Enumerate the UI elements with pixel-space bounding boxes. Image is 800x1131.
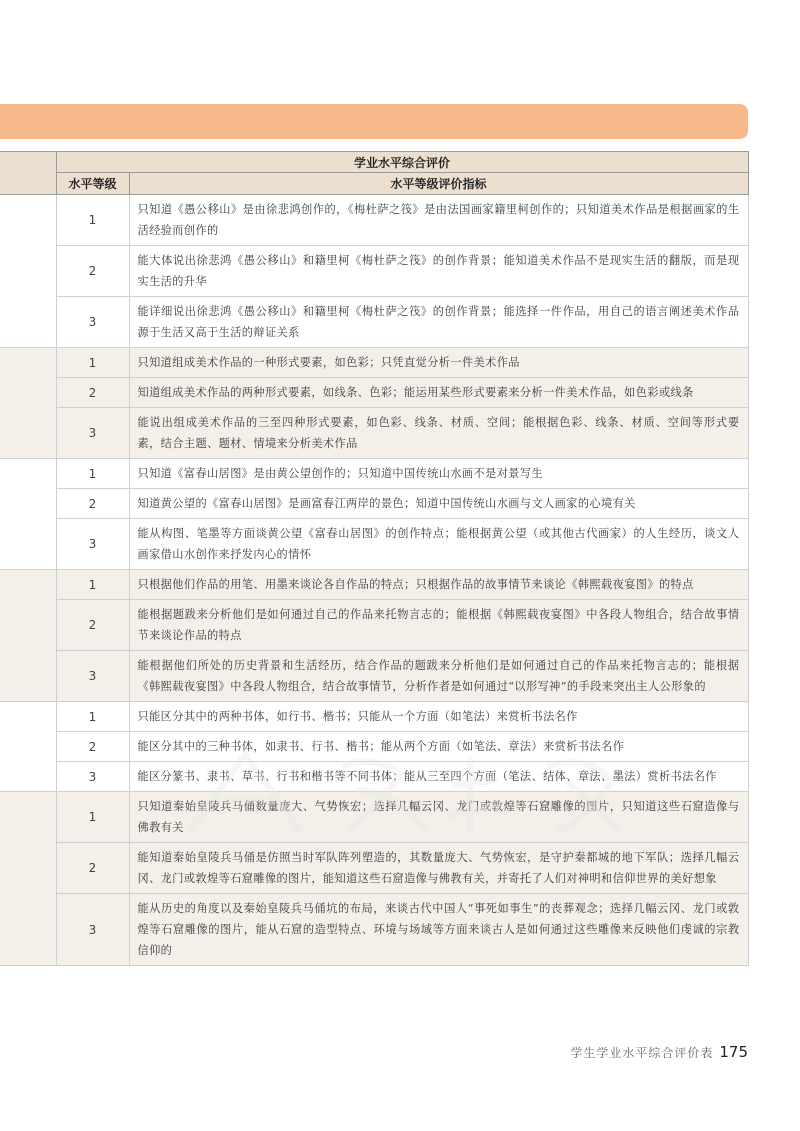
table-row	[0, 297, 748, 348]
indicator-cell: 能从历史的角度以及秦始皇陵兵马俑坑的布局，来谈古代中国人“事死如事生”的丧葬观念；选择几幅云冈、龙门或敦煌等石窟雕像的图片，能从石窟的造型特点、环境与场域等方面来谈古人是如何通过这些雕像来反映他们虔诚的宗教信仰的	[129, 894, 748, 966]
indicator-cell: 只知道《愚公移山》是由徐悲鸿创作的，《梅杜萨之筏》是由法国画家籍里柯创作的；只知道美术作品是根据画家的生活经验而创作的	[129, 195, 748, 246]
level-cell: 2	[56, 378, 129, 408]
evaluation-table	[0, 151, 749, 966]
table-row	[0, 570, 748, 600]
table-row	[0, 378, 748, 408]
header-blank-cell	[0, 152, 56, 195]
group-label-cell	[0, 459, 56, 570]
indicator-cell: 能详细说出徐悲鸿《愚公移山》和籍里柯《梅杜萨之筏》的创作背景；能选择一件作品，用自己的语言阐述美术作品源于生活又高于生活的辩证关系	[129, 297, 748, 348]
table-row	[0, 894, 748, 966]
table-row	[0, 459, 748, 489]
level-cell: 1	[56, 348, 129, 378]
indicator-cell: 只知道组成美术作品的一种形式要素，如色彩；只凭直觉分析一件美术作品	[129, 348, 748, 378]
level-cell: 3	[56, 519, 129, 570]
indicator-cell: 只根据他们作品的用笔、用墨来谈论各自作品的特点；只根据作品的故事情节来谈论《韩熙载夜宴图》的特点	[129, 570, 748, 600]
table-row	[0, 792, 748, 843]
table-row	[0, 519, 748, 570]
indicator-cell: 能区分篆书、隶书、草书、行书和楷书等不同书体；能从三至四个方面（笔法、结体、章法、墨法）赏析书法名作	[129, 762, 748, 792]
table-row	[0, 651, 748, 702]
header-title: 学业水平综合评价	[56, 152, 748, 173]
indicator-cell: 只知道《富春山居图》是由黄公望创作的；只知道中国传统山水画不是对景写生	[129, 459, 748, 489]
indicator-cell: 能根据他们所处的历史背景和生活经历，结合作品的题跋来分析他们是如何通过自己的作品来托物言志的；能根据《韩熙载夜宴图》中各段人物组合，结合故事情节，分析作者是如何通过“以形写神”的手段来突出主人公形象的	[129, 651, 748, 702]
group-label-cell	[0, 348, 56, 459]
page-footer	[570, 1043, 748, 1061]
table-row	[0, 489, 748, 519]
table-row	[0, 246, 748, 297]
level-cell: 2	[56, 489, 129, 519]
group-label-cell	[0, 570, 56, 702]
indicator-cell: 只知道秦始皇陵兵马俑数量庞大、气势恢宏；选择几幅云冈、龙门或敦煌等石窟雕像的图片，只知道这些石窟造像与佛教有关	[129, 792, 748, 843]
table-header-row-2	[0, 173, 748, 195]
group-label-cell	[0, 792, 56, 966]
table-row	[0, 348, 748, 378]
level-cell: 3	[56, 408, 129, 459]
indicator-cell: 知道组成美术作品的两种形式要素，如线条、色彩；能运用某些形式要素来分析一件美术作品，如色彩或线条	[129, 378, 748, 408]
level-cell: 2	[56, 246, 129, 297]
level-cell: 3	[56, 894, 129, 966]
table-row	[0, 762, 748, 792]
table-row	[0, 732, 748, 762]
section-banner	[0, 104, 748, 139]
indicator-cell: 能知道秦始皇陵兵马俑是仿照当时军队阵列塑造的，其数量庞大、气势恢宏，是守护秦都城的地下军队；选择几幅云冈、龙门或敦煌等石窟雕像的图片，能知道这些石窟造像与佛教有关，并寄托了人们对神明和信仰世界的美好想象	[129, 843, 748, 894]
table-header-row-1	[0, 152, 748, 173]
indicator-cell: 能说出组成美术作品的三至四种形式要素，如色彩、线条、材质、空间；能根据色彩、线条、材质、空间等形式要素，结合主题、题材、情境来分析美术作品	[129, 408, 748, 459]
group-label-cell	[0, 195, 56, 348]
level-cell: 3	[56, 297, 129, 348]
indicator-cell: 只能区分其中的两种书体，如行书、楷书；只能从一个方面（如笔法）来赏析书法名作	[129, 702, 748, 732]
table-row	[0, 408, 748, 459]
level-cell: 1	[56, 570, 129, 600]
level-cell: 2	[56, 843, 129, 894]
level-cell: 3	[56, 651, 129, 702]
header-level: 水平等级	[56, 173, 129, 195]
indicator-cell: 能从构图、笔墨等方面谈黄公望《富春山居图》的创作特点；能根据黄公望（或其他古代画家）的人生经历，谈文人画家借山水创作来抒发内心的情怀	[129, 519, 748, 570]
table-row	[0, 843, 748, 894]
table-row	[0, 702, 748, 732]
indicator-cell: 能区分其中的三种书体，如隶书、行书、楷书；能从两个方面（如笔法、章法）来赏析书法名作	[129, 732, 748, 762]
level-cell: 1	[56, 702, 129, 732]
level-cell: 3	[56, 762, 129, 792]
table-row	[0, 195, 748, 246]
level-cell: 1	[56, 792, 129, 843]
indicator-cell: 能大体说出徐悲鸿《愚公移山》和籍里柯《梅杜萨之筏》的创作背景；能知道美术作品不是现实生活的翻版，而是现实生活的升华	[129, 246, 748, 297]
footer-caption: 学生学业水平综合评价表	[570, 1046, 714, 1060]
group-label-cell	[0, 702, 56, 792]
level-cell: 1	[56, 195, 129, 246]
header-indicator: 水平等级评价指标	[129, 173, 748, 195]
level-cell: 1	[56, 459, 129, 489]
level-cell: 2	[56, 600, 129, 651]
indicator-cell: 能根据题跋来分析他们是如何通过自己的作品来托物言志的；能根据《韩熙载夜宴图》中各段人物组合，结合故事情节来谈论作品的特点	[129, 600, 748, 651]
table-row	[0, 600, 748, 651]
indicator-cell: 知道黄公望的《富春山居图》是画富春江两岸的景色；知道中国传统山水画与文人画家的心境有关	[129, 489, 748, 519]
level-cell: 2	[56, 732, 129, 762]
page-number: 175	[719, 1043, 748, 1061]
